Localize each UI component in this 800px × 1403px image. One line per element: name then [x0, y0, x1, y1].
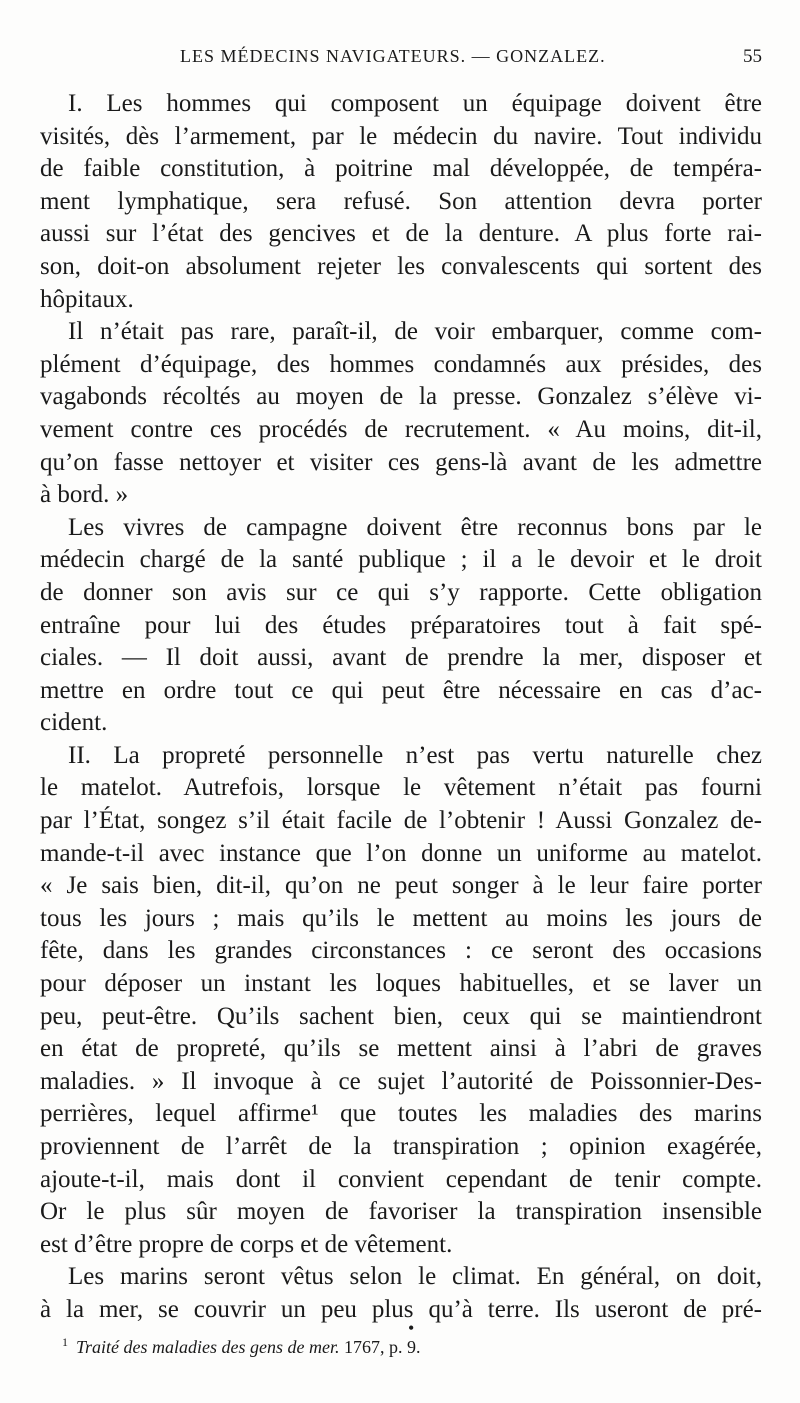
text-line: de donner son avis sur ce qui s’y rapporte. Cette obligation	[40, 578, 762, 606]
text-line: par l’État, songez s’il était facile de l’obtenir ! Aussi Gonzalez de-	[40, 807, 762, 835]
text-line: cident.	[40, 709, 108, 737]
footnote	[62, 1335, 762, 1358]
text-line: vement contre ces procédés de recrutement. « Au moins, dit-il,	[40, 415, 762, 443]
text-line: « Je sais bien, dit-il, qu’on ne peut songer à le leur faire porter	[40, 872, 762, 900]
text-line: aussi sur l’état des gencives et de la denture. A plus forte rai-	[40, 220, 762, 248]
text-line: visités, dès l’armement, par le médecin du navire. Tout individu	[40, 122, 762, 150]
page-header	[40, 46, 762, 74]
text-line: mettre en ordre tout ce qui peut être nécessaire en cas d’ac-	[40, 676, 762, 704]
running-head: LES MÉDECINS NAVIGATEURS. — GONZALEZ.	[180, 46, 606, 66]
text-line: pour déposer un instant les loques habituelles, et se laver un	[40, 970, 762, 998]
text-line: tous les jours ; mais qu’ils le mettent au moins les jours de	[40, 904, 762, 932]
text-line: entraîne pour lui des études préparatoires tout à fait spé-	[40, 611, 762, 639]
text-line: plément d’équipage, des hommes condamnés aux présides, des	[40, 350, 762, 378]
text-line: Les vivres de campagne doivent être reconnus bons par le	[68, 513, 762, 541]
text-line: son, doit-on absolument rejeter les convalescents qui sortent des	[40, 252, 762, 280]
text-line: ment lymphatique, sera refusé. Son attention devra porter	[40, 187, 762, 215]
text-line: le matelot. Autrefois, lorsque le vêtement n’était pas fourni	[40, 774, 762, 802]
text-line: ajoute-t-il, mais dont il convient cependant de tenir compte.	[40, 1165, 762, 1193]
text-line: est d’être propre de corps et de vêtement.	[40, 1230, 453, 1258]
page-number: 55	[743, 46, 762, 67]
text-line: proviennent de l’arrêt de la transpiration ; opinion exagérée,	[40, 1133, 762, 1160]
text-line: maladies. » Il invoque à ce sujet l’autorité de Poissonnier-Des-	[40, 1067, 762, 1095]
text-line: Il n’était pas rare, paraît-il, de voir embarquer, comme com-	[68, 318, 762, 346]
text-line: vagabonds récoltés au moyen de la presse. Gonzalez s’élève vi-	[40, 383, 762, 411]
text-line: en état de propreté, qu’ils se mettent ainsi à l’abri de graves	[40, 1035, 762, 1063]
text-line: II. La propreté personnelle n’est pas vertu naturelle chez	[68, 741, 762, 769]
text-line: Or le plus sûr moyen de favoriser la transpiration insensible	[40, 1198, 762, 1226]
text-line: qu’on fasse nettoyer et visiter ces gens-là avant de les admettre	[40, 448, 762, 476]
text-line: ciales. — Il doit aussi, avant de prendre la mer, disposer et	[40, 644, 762, 672]
text-line: mande-t-il avec instance que l’on donne un uniforme au matelot.	[40, 839, 762, 867]
text-line: I. Les hommes qui composent un équipage doivent être	[68, 90, 762, 117]
body-text	[40, 88, 762, 1327]
footnote-detail: 1767, p. 9.	[343, 1337, 421, 1357]
footnote-separator: •	[408, 1318, 415, 1338]
text-line: fête, dans les grandes circonstances : ce seront des occasions	[40, 937, 762, 965]
text-line: de faible constitution, à poitrine mal développée, de tempéra-	[40, 155, 762, 183]
footnote-mark: 1	[62, 1335, 68, 1349]
text-line: à bord. »	[40, 481, 129, 509]
footnote-title: Traité des maladies des gens de mer.	[76, 1337, 340, 1357]
text-line: hôpitaux.	[40, 285, 134, 313]
text-line: médecin chargé de la santé publique ; il a le devoir et le droit	[40, 546, 762, 574]
text-line: Les marins seront vêtus selon le climat. En général, on doit,	[68, 1263, 762, 1291]
text-line: peu, peut-être. Qu’ils sachent bien, ceux qui se maintiendront	[40, 1002, 762, 1030]
text-line: à la mer, se couvrir un peu plus qu’à terre. Ils useront de pré-	[40, 1295, 762, 1323]
text-line: perrières, lequel affirme¹ que toutes les maladies des marins	[40, 1100, 762, 1128]
